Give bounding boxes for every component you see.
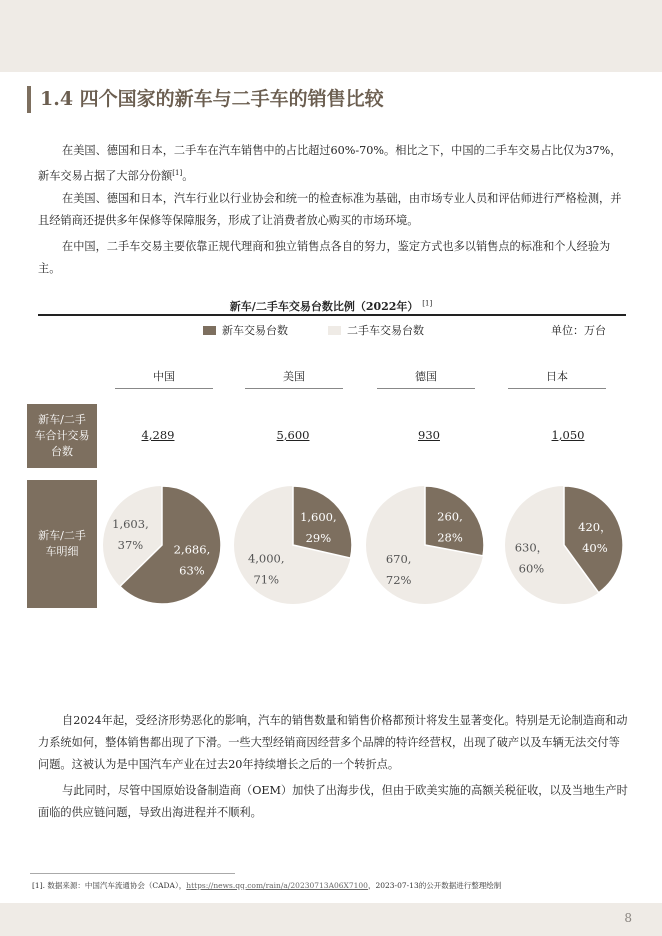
legend-label-used: 二手车交易台数: [347, 324, 424, 337]
total-japan: 1,050: [551, 428, 585, 442]
pie-label-new-china-percent: 63%: [179, 563, 205, 578]
footnote: [32, 880, 501, 891]
total-china: 4,289: [141, 428, 175, 442]
row-label-total: [27, 404, 97, 468]
footnote-prefix: [1]. 数据来源：中国汽车流通协会（CADA），: [32, 881, 187, 890]
footnote-link[interactable]: https://news.qq.com/rain/a/20230713A06X7100: [186, 881, 368, 890]
pie-label-new-germany-percent: 28%: [437, 530, 463, 545]
legend-label-new: 新车交易台数: [222, 324, 288, 337]
body-paragraph-2: 与此同时，尽管中国原始设备制造商（OEM）加快了出海步伐，但由于欧美实施的高额关税征收，以及当地生产时面临的供应链问题，导致出海进程并不顺利。: [38, 784, 628, 819]
pie-label-new-japan-percent: 40%: [582, 540, 608, 555]
intro-paragraph-3: 在中国，二手车交易主要依靠正规代理商和独立销售点各自的努力，鉴定方式也多以销售点的标准和个人经验为主。: [38, 240, 611, 275]
pie-label-used-germany-percent: 72%: [385, 572, 412, 587]
pie-label-used-china-value: 1,603,: [112, 516, 149, 531]
pie-label-used-germany-value: 670,: [385, 551, 412, 566]
page-number: 8: [624, 911, 632, 925]
footnote-rule: [30, 873, 235, 874]
intro-p1-end: 。: [182, 169, 194, 183]
country-header-japan: 日本: [508, 368, 606, 389]
total-usa: 5,600: [276, 428, 310, 442]
chart-title: [0, 298, 662, 314]
pie-label-used-japan-percent: 60%: [518, 561, 545, 576]
pie-label-new-usa-value: 1,600,: [300, 509, 337, 524]
footer-band: [0, 903, 662, 936]
chart-title-text: 新车/二手车交易台数比例（2022年）: [229, 300, 419, 313]
title-accent-bar: [27, 86, 31, 113]
row-label-total-text: 新车/二手车合计交易台数: [34, 413, 90, 458]
intro-paragraph-2: 在美国、德国和日本，汽车行业以行业协会和统一的检查标准为基础，由市场专业人员和评估师进行严格检测，并且经销商还提供多年保修等保障服务，形成了让消费者放心购买的市场环境。: [38, 192, 622, 227]
pie-label-used-usa-percent: 71%: [253, 572, 280, 587]
pie-label-used-usa-value: 4,000,: [247, 551, 285, 566]
country-header-usa: 美国: [245, 368, 343, 389]
intro-paragraph-1: [38, 140, 628, 188]
body-paragraph-1: 自2024年起，受经济形势恶化的影响，汽车的销售数量和销售价格都预计将发生显著变化。特别是无论制造商和动力系统如何，整体销售都出现了下滑。一些大型经销商因经营多个品牌的特许经营权，出现了破产以及车辆无法交付等问题。这被认为是中国汽车产业在过去20年持续增长之后的一个转折点。: [38, 714, 628, 771]
chart-top-rule: [38, 314, 626, 316]
legend-used: [328, 322, 424, 338]
country-header-germany: 德国: [377, 368, 475, 389]
header-band: [0, 0, 662, 72]
pie-charts: [0, 470, 662, 620]
footnote-suffix: ，2023-07-13的公开数据进行整理绘制: [367, 881, 502, 890]
intro-p1-text: 在美国、德国和日本，二手车在汽车销售中的占比超过60%-70%。相比之下，中国的二手车交易占比仅为37%，新车交易占据了大部分份额: [38, 144, 622, 183]
pie-label-new-japan-value: 420，: [578, 519, 612, 534]
country-header-china: 中国: [115, 368, 213, 389]
chart-unit: 单位：万台: [551, 324, 606, 337]
total-germany: 930: [418, 428, 440, 442]
legend-swatch-new: [203, 326, 216, 335]
section-title: 1.4 四个国家的新车与二手车的销售比较: [40, 88, 384, 110]
pie-label-new-china-value: 2,686,: [173, 542, 211, 557]
row-label-detail-text: 新车/二手车明细: [38, 529, 86, 558]
pie-label-new-germany-value: 260,: [437, 509, 463, 524]
pie-label-used-japan-value: 630，: [514, 540, 549, 555]
legend-swatch-used: [328, 326, 341, 335]
footnote-ref[interactable]: [1]: [172, 169, 183, 177]
pie-label-new-usa-percent: 29%: [305, 530, 332, 545]
legend-new: [203, 322, 288, 338]
pie-label-used-china-percent: 37%: [117, 537, 144, 552]
chart-title-ref[interactable]: [1]: [422, 299, 433, 308]
